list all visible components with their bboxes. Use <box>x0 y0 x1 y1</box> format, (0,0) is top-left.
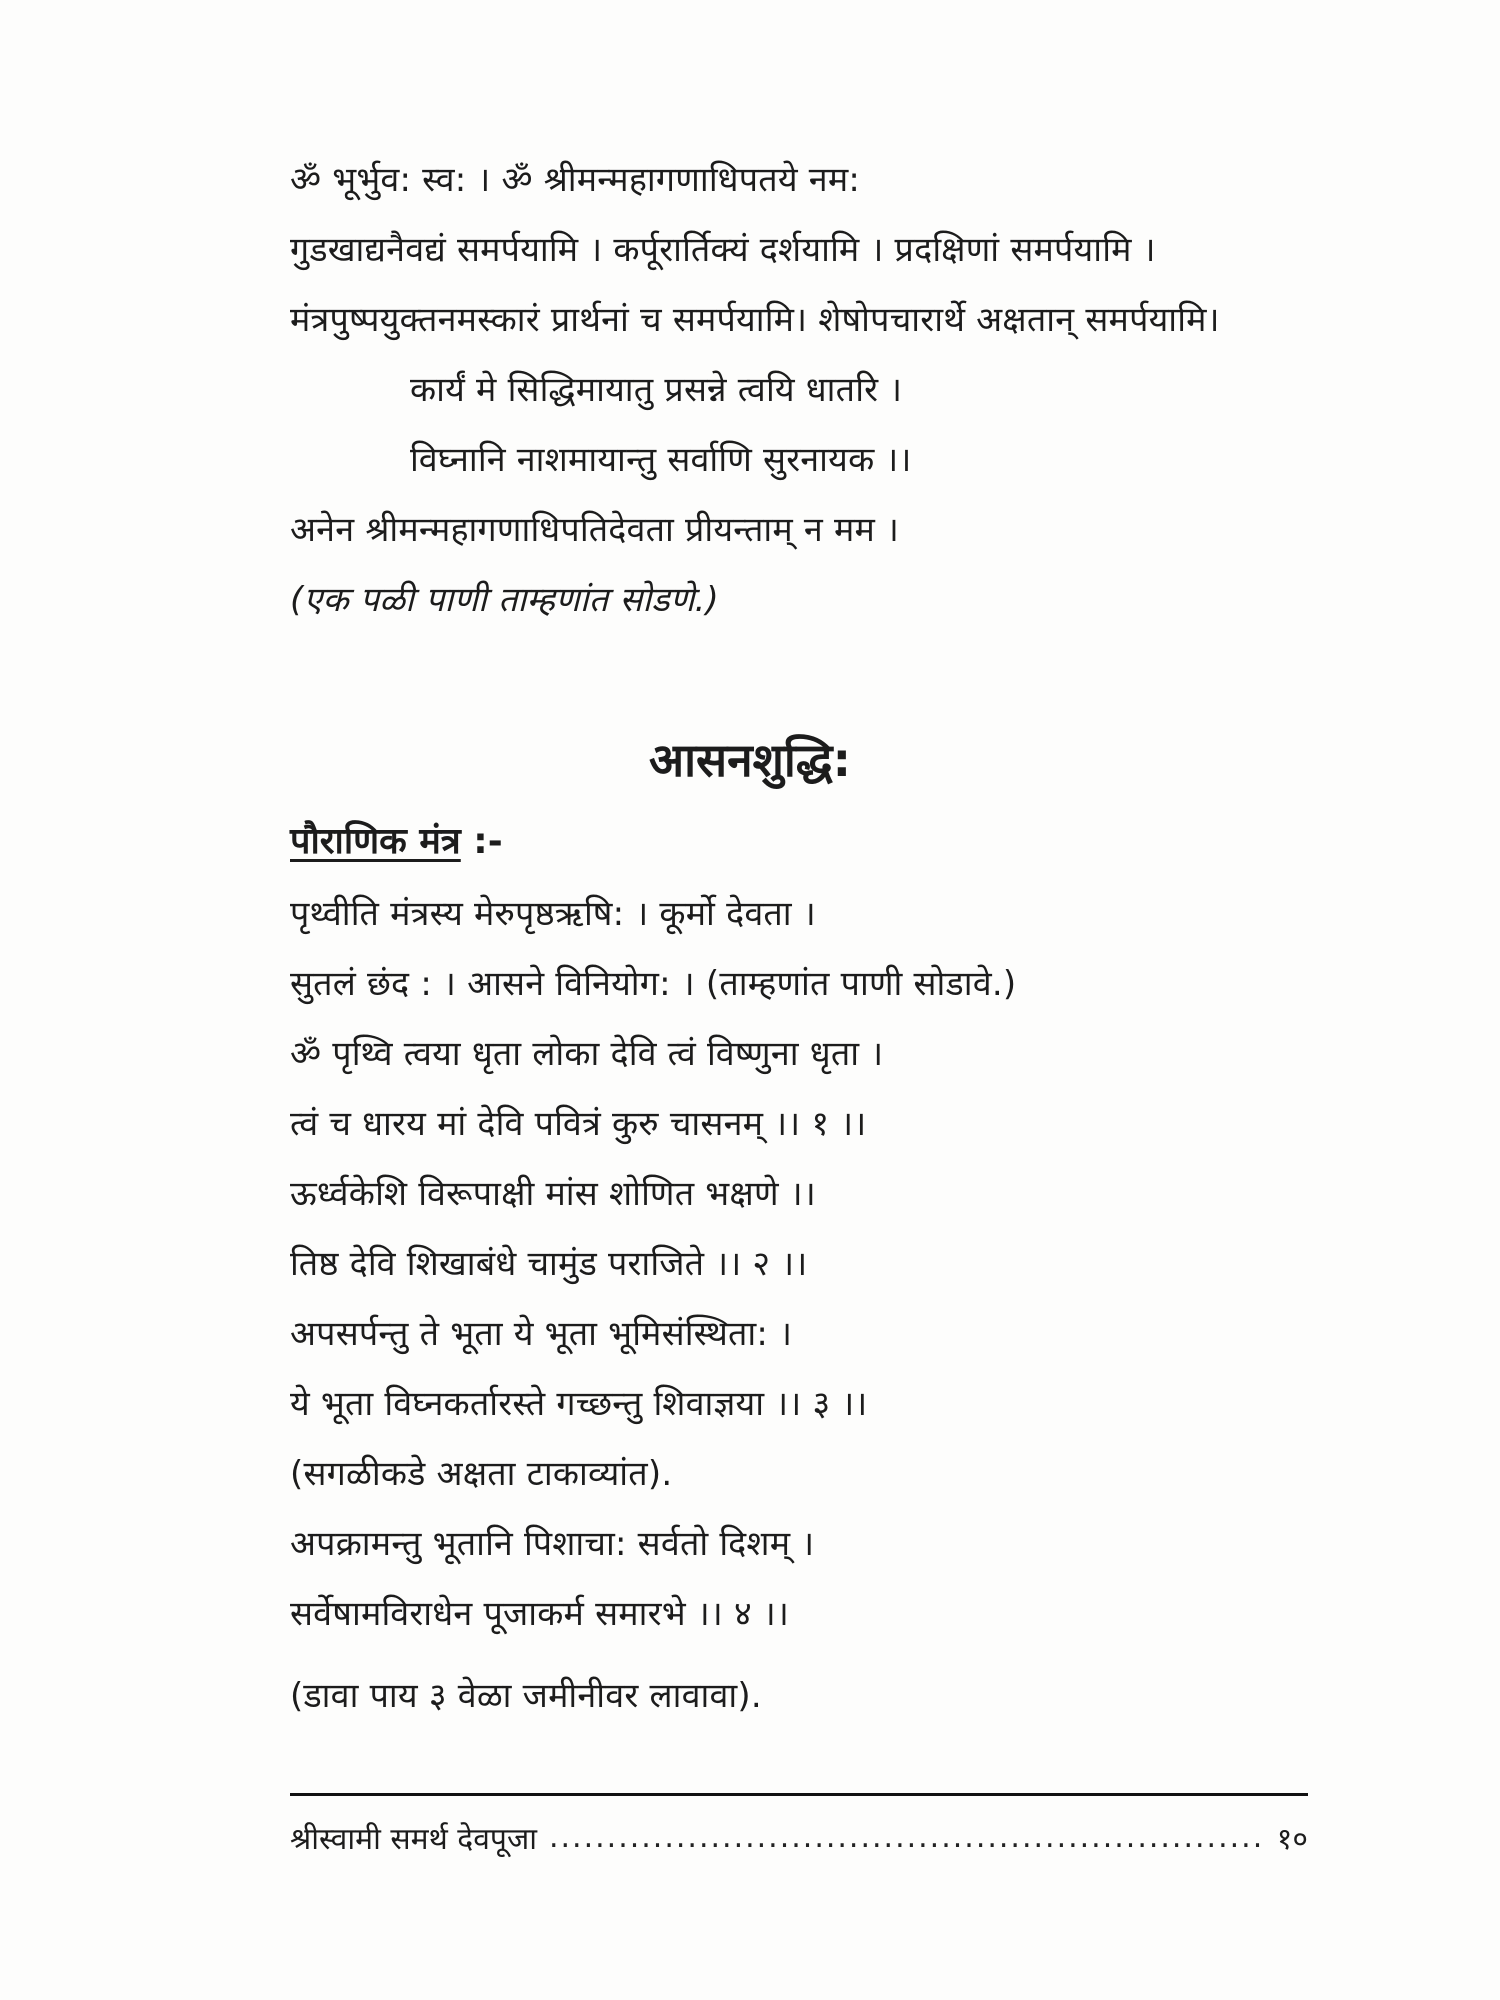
shloka-line-2: विघ्नानि नाशमायान्तु सर्वाणि सुरनायक ।। <box>410 440 912 480</box>
subheading-text: पौराणिक मंत्र <box>290 821 461 862</box>
section-heading: आसनशुद्धि: <box>649 733 851 787</box>
footer-leader-dots <box>549 1820 1265 1855</box>
footer-title: श्रीस्वामी समर्थ देवपूजा <box>290 1821 537 1857</box>
verse-line-1: पृथ्वीति मंत्रस्य मेरुपृष्ठऋषि: । कूर्मो देवता । <box>290 894 816 934</box>
verse-line-3: ॐ पृथ्वि त्वया धृता लोका देवि त्वं विष्णुना धृता । <box>290 1034 884 1074</box>
page-number: १० <box>1276 1821 1308 1857</box>
subheading-suffix: :- <box>460 821 503 862</box>
verse-line-2: सुतलं छंद : । आसने विनियोग: । (ताम्हणांत पाणी सोडावे.) <box>290 964 1017 1004</box>
verse-line-7: अपसर्पन्तु ते भूता ये भूता भूमिसंस्थिता: । <box>290 1314 793 1354</box>
verse-line-6: तिष्ठ देवि शिखाबंधे चामुंड पराजिते ।। २ ।। <box>290 1244 808 1284</box>
mantra-line-4: अनेन श्रीमन्महागणाधिपतिदेवता प्रीयन्ताम् न मम । <box>290 510 900 550</box>
verse-line-10: अपक्रामन्तु भूतानि पिशाचा: सर्वतो दिशम् । <box>290 1524 815 1564</box>
mantra-line-2: गुडखाद्यनैवद्यं समर्पयामि । कर्पूरार्तिक्यं दर्शयामि । प्रदक्षिणां समर्पयामि । <box>290 230 1156 270</box>
verse-line-11: सर्वेषामविराधेन पूजाकर्म समारभे ।। ४ ।। <box>290 1594 790 1634</box>
shloka-line-1: कार्यं मे सिद्धिमायातु प्रसन्ने त्वयि धातरि । <box>410 370 903 410</box>
verse-line-8: ये भूता विघ्नकर्तारस्ते गच्छन्तु शिवाज्ञया ।। ३ ।। <box>290 1384 868 1424</box>
verse-line-12: (डावा पाय ३ वेळा जमीनीवर लावावा). <box>290 1676 762 1716</box>
mantra-line-3: मंत्रपुष्पयुक्तनमस्कारं प्रार्थनां च समर्पयामि। शेषोपचारार्थे अक्षतान् समर्पयामि। <box>290 300 1220 340</box>
verse-line-5: ऊर्ध्वकेशि विरूपाक्षी मांस शोणित भक्षणे ।। <box>290 1174 816 1214</box>
instruction-note: (एक पळी पाणी ताम्हणांत सोडणे.) <box>290 580 719 620</box>
mantra-line-1: ॐ भूर्भुव: स्व: । ॐ श्रीमन्महागणाधिपतये नम: <box>290 160 861 200</box>
verse-line-9: (सगळीकडे अक्षता टाकाव्यांत). <box>290 1454 673 1494</box>
verse-line-4: त्वं च धारय मां देवि पवित्रं कुरु चासनम् ।। १ ।। <box>290 1104 867 1144</box>
page-footer <box>290 1815 1308 1859</box>
section-subheading <box>290 818 503 866</box>
footer-rule <box>290 1793 1308 1796</box>
